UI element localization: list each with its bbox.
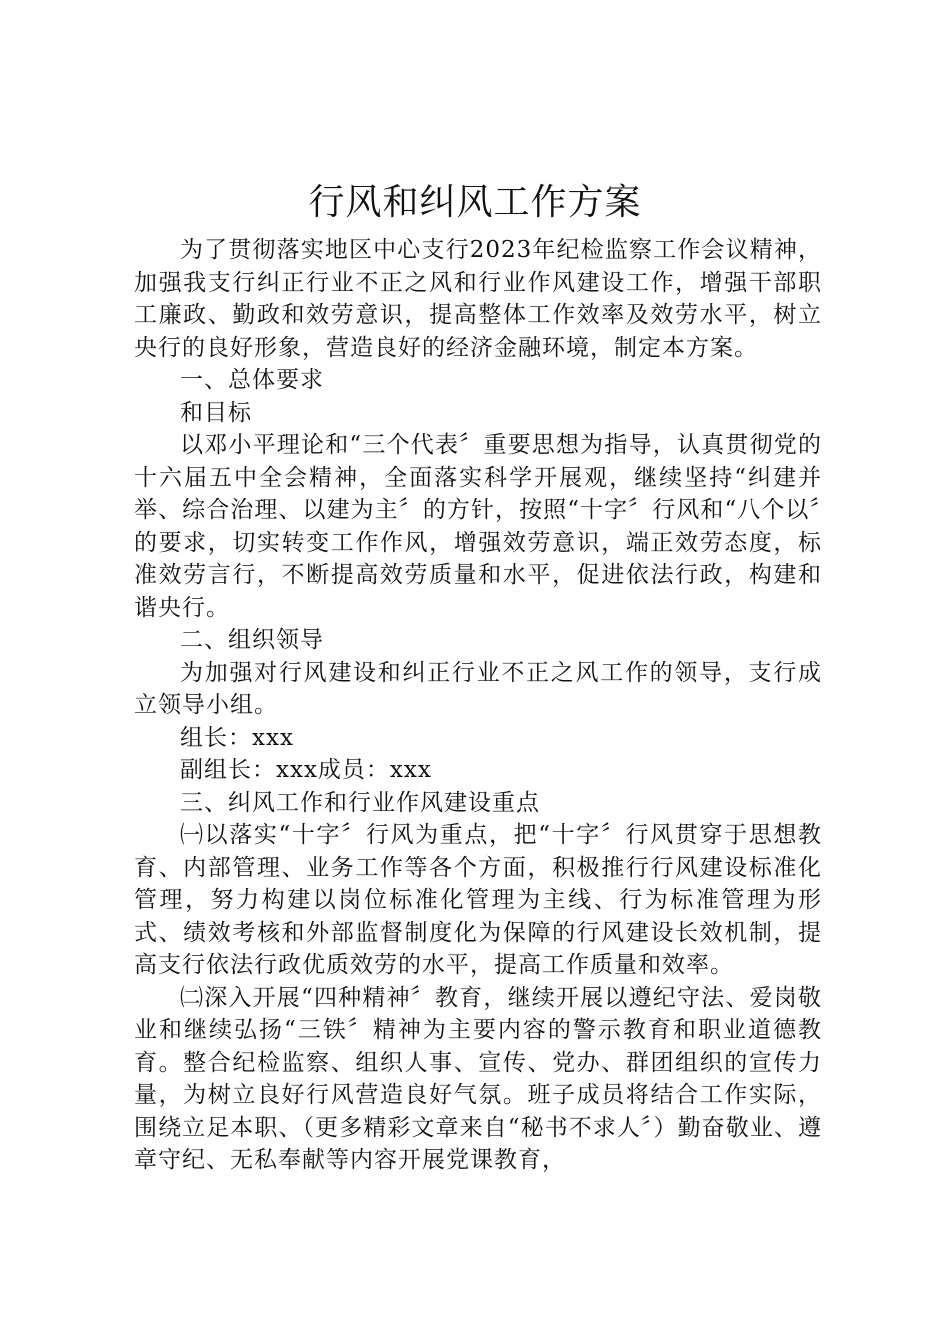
document-title: 行风和纠风工作方案 [308, 182, 642, 223]
section-heading-1: 一、总体要求 [180, 367, 324, 393]
leader-line: 组长：xxx [180, 724, 294, 751]
paragraph-intro: 为了贯彻落实地区中心支行2023年纪检监察工作会议精神，加强我支行纠正行业不正之风和行业作风建设工作，增强干部职工廉政、勤政和效劳意识，提高整体工作效率及效劳水平，树立央行的良好形象，营造良好的经济金融环境，制定本方案。 [134, 237, 822, 361]
section-heading-2: 二、组织领导 [180, 627, 324, 653]
paragraph-leadership: 为加强对行风建设和纠正行业不正之风工作的领导，支行成立领导小组。 [134, 659, 822, 718]
section-heading-3: 三、纠风工作和行业作风建设重点 [180, 789, 540, 816]
paragraph-item-1: ㈠以落实“十字〞行风为重点，把“十字〞行风贯穿于思想教育、内部管理、业务工作等各个方面，积极推行行风建设标准化管理，努力构建以岗位标准化管理为主线、行为标准管理为形式、绩效考核和外部监督制度化为保障的行风建设长效机制，提高支行依法行政优质效劳的水平，提高工作质量和效率。 [134, 822, 822, 978]
paragraph-guiding-ideology: 以邓小平理论和“三个代表〞重要思想为指导，认真贯彻党的十六届五中全会精神，全面落实科学开展观，继续坚持“纠建并举、综合治理、以建为主〞的方针，按照“十字〞行风和“八个以〞的要求，切实转变工作作风，增强效劳意识，端正效劳态度，标准效劳言行，不断提高效劳质量和水平，促进依法行政，构建和谐央行。 [134, 432, 822, 621]
document-body [134, 234, 822, 1177]
section-heading-1-continued: 和目标 [180, 399, 252, 426]
paragraph-item-2: ㈡深入开展“四种精神〞教育，继续开展以遵纪守法、爱岗敬业和继续弘扬“三铁〞精神为主要内容的警示教育和职业道德教育。整合纪检监察、组织人事、宣传、党办、群团组织的宣传力量，为树立良好行风营造良好气氛。班子成员将结合工作实际，围绕立足本职、（更多精彩文章来自“秘书不求人〞）勤奋敬业、遵章守纪、无私奉献等内容开展党课教育， [134, 984, 822, 1173]
deputy-members-line: 副组长：xxx成员：xxx [180, 757, 432, 783]
